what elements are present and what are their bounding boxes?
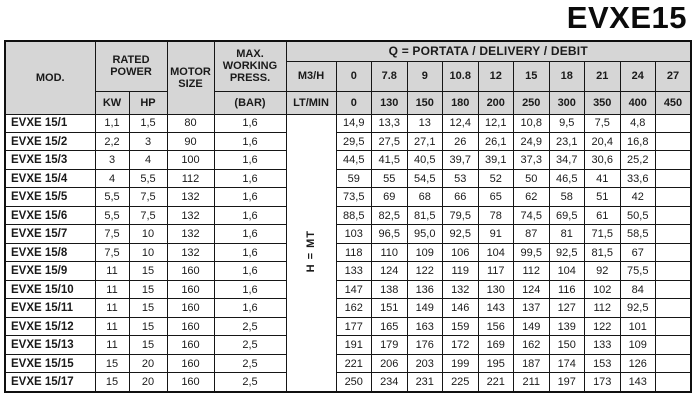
col-header-kw: KW <box>95 91 129 114</box>
cell-head-value: 234 <box>372 373 408 392</box>
cell-head-value: 169 <box>478 336 514 354</box>
cell-head-value: 124 <box>372 262 408 280</box>
cell-head-value: 146 <box>443 299 479 317</box>
cell-head-value: 187 <box>514 354 550 372</box>
cell-head-value: 81 <box>549 225 585 243</box>
cell-head-value: 41 <box>585 169 621 187</box>
cell-max-press: 1,6 <box>214 169 286 187</box>
cell-head-value: 81,5 <box>585 243 621 261</box>
cell-head-value: 163 <box>407 317 443 335</box>
cell-head-value: 116 <box>549 280 585 298</box>
cell-head-value: 139 <box>549 317 585 335</box>
m3h-value: 7.8 <box>372 61 408 91</box>
cell-motor-size: 132 <box>167 243 214 261</box>
cell-head-value: 122 <box>407 262 443 280</box>
cell-model: EVXE 15/13 <box>5 336 95 354</box>
cell-head-value: 52 <box>478 169 514 187</box>
table-row <box>5 225 691 243</box>
cell-head-value: 104 <box>549 262 585 280</box>
cell-head-value: 46,5 <box>549 169 585 187</box>
cell-head-value: 34,7 <box>549 151 585 169</box>
cell-head-value <box>656 206 692 224</box>
cell-kw: 5,5 <box>95 188 129 206</box>
cell-head-value: 112 <box>585 299 621 317</box>
cell-hp: 7,5 <box>129 188 167 206</box>
pump-spec-table <box>4 40 692 393</box>
cell-model: EVXE 15/3 <box>5 151 95 169</box>
cell-head-value <box>656 243 692 261</box>
cell-kw: 1,1 <box>95 114 129 132</box>
cell-model: EVXE 15/7 <box>5 225 95 243</box>
table-row <box>5 280 691 298</box>
cell-head-value: 147 <box>336 280 372 298</box>
cell-head-value: 225 <box>443 373 479 392</box>
cell-head-value: 69 <box>372 188 408 206</box>
cell-model: EVXE 15/11 <box>5 299 95 317</box>
cell-head-value: 58,5 <box>620 225 656 243</box>
col-header-hp: HP <box>129 91 167 114</box>
cell-head-value: 23,1 <box>549 132 585 150</box>
cell-motor-size: 132 <box>167 206 214 224</box>
cell-motor-size: 160 <box>167 336 214 354</box>
m3h-value: 10.8 <box>443 61 479 91</box>
m3h-value: 15 <box>514 61 550 91</box>
cell-kw: 11 <box>95 336 129 354</box>
cell-head-value: 92,5 <box>620 299 656 317</box>
cell-kw: 7,5 <box>95 243 129 261</box>
col-header-max-working-press: MAX. WORKING PRESS. <box>214 41 286 91</box>
cell-head-value: 150 <box>549 336 585 354</box>
table-row <box>5 206 691 224</box>
ltmin-value: 150 <box>407 91 443 114</box>
table-row <box>5 132 691 150</box>
table-row <box>5 354 691 372</box>
cell-head-value: 12,1 <box>478 114 514 132</box>
cell-head-value: 162 <box>514 336 550 354</box>
table-row <box>5 188 691 206</box>
cell-head-value: 44,5 <box>336 151 372 169</box>
cell-motor-size: 160 <box>167 354 214 372</box>
cell-head-value: 74,5 <box>514 206 550 224</box>
m3h-value: 24 <box>620 61 656 91</box>
cell-head-value <box>656 225 692 243</box>
cell-head-value: 136 <box>407 280 443 298</box>
cell-head-value <box>656 354 692 372</box>
cell-head-value: 231 <box>407 373 443 392</box>
table-row <box>5 336 691 354</box>
cell-max-press: 1,6 <box>214 206 286 224</box>
cell-head-value: 10,8 <box>514 114 550 132</box>
cell-head-value: 149 <box>407 299 443 317</box>
cell-head-value: 88,5 <box>336 206 372 224</box>
cell-head-value: 151 <box>372 299 408 317</box>
cell-max-press: 1,6 <box>214 280 286 298</box>
cell-head-value: 78 <box>478 206 514 224</box>
cell-max-press: 1,6 <box>214 114 286 132</box>
cell-head-value: 79,5 <box>443 206 479 224</box>
cell-head-value: 199 <box>443 354 479 372</box>
cell-head-value: 30,6 <box>585 151 621 169</box>
cell-head-value: 106 <box>443 243 479 261</box>
cell-head-value <box>656 188 692 206</box>
cell-head-value: 137 <box>514 299 550 317</box>
cell-motor-size: 132 <box>167 188 214 206</box>
table-row <box>5 373 691 392</box>
cell-head-value <box>656 151 692 169</box>
cell-head-value: 99,5 <box>514 243 550 261</box>
cell-head-value: 165 <box>372 317 408 335</box>
cell-model: EVXE 15/12 <box>5 317 95 335</box>
cell-head-value: 4,8 <box>620 114 656 132</box>
cell-hp: 1,5 <box>129 114 167 132</box>
cell-head-value: 58 <box>549 188 585 206</box>
cell-model: EVXE 15/1 <box>5 114 95 132</box>
cell-head-value: 119 <box>443 262 479 280</box>
cell-head-value: 101 <box>620 317 656 335</box>
cell-max-press: 1,6 <box>214 225 286 243</box>
cell-head-value: 124 <box>514 280 550 298</box>
page-title: EVXE15 <box>566 0 687 35</box>
cell-head-value: 92,5 <box>549 243 585 261</box>
m3h-value: 0 <box>336 61 372 91</box>
cell-model: EVXE 15/2 <box>5 132 95 150</box>
cell-head-value: 117 <box>478 262 514 280</box>
cell-head-value: 53 <box>443 169 479 187</box>
cell-head-value: 26 <box>443 132 479 150</box>
cell-head-value: 92,5 <box>443 225 479 243</box>
h-mt-cell <box>286 114 336 392</box>
cell-head-value: 110 <box>372 243 408 261</box>
cell-head-value: 96,5 <box>372 225 408 243</box>
cell-model: EVXE 15/15 <box>5 354 95 372</box>
cell-head-value: 75,5 <box>620 262 656 280</box>
cell-head-value: 92 <box>585 262 621 280</box>
cell-head-value: 59 <box>336 169 372 187</box>
header-row-1 <box>5 41 691 61</box>
cell-head-value <box>656 299 692 317</box>
cell-kw: 11 <box>95 317 129 335</box>
cell-head-value: 143 <box>478 299 514 317</box>
cell-head-value: 29,5 <box>336 132 372 150</box>
cell-motor-size: 160 <box>167 280 214 298</box>
cell-head-value <box>656 336 692 354</box>
cell-head-value: 9,5 <box>549 114 585 132</box>
table-row <box>5 151 691 169</box>
header-row-3 <box>5 91 691 114</box>
row-label-ltmin: LT/MIN <box>286 91 336 114</box>
cell-head-value: 197 <box>549 373 585 392</box>
cell-hp: 15 <box>129 299 167 317</box>
ltmin-value: 350 <box>585 91 621 114</box>
cell-head-value: 206 <box>372 354 408 372</box>
cell-hp: 20 <box>129 354 167 372</box>
table-row <box>5 114 691 132</box>
cell-head-value: 221 <box>336 354 372 372</box>
cell-head-value: 41,5 <box>372 151 408 169</box>
cell-head-value: 221 <box>478 373 514 392</box>
cell-head-value: 81,5 <box>407 206 443 224</box>
cell-head-value: 69,5 <box>549 206 585 224</box>
cell-max-press: 2,5 <box>214 336 286 354</box>
cell-motor-size: 160 <box>167 373 214 392</box>
m3h-value: 27 <box>656 61 692 91</box>
cell-model: EVXE 15/17 <box>5 373 95 392</box>
cell-head-value: 173 <box>585 373 621 392</box>
cell-head-value: 84 <box>620 280 656 298</box>
cell-head-value: 159 <box>443 317 479 335</box>
cell-max-press: 2,5 <box>214 317 286 335</box>
ltmin-value: 180 <box>443 91 479 114</box>
cell-head-value: 27,5 <box>372 132 408 150</box>
cell-head-value <box>656 317 692 335</box>
cell-motor-size: 100 <box>167 151 214 169</box>
cell-head-value: 61 <box>585 206 621 224</box>
cell-hp: 5,5 <box>129 169 167 187</box>
table-body <box>5 114 691 392</box>
cell-max-press: 1,6 <box>214 299 286 317</box>
cell-head-value: 127 <box>549 299 585 317</box>
cell-head-value: 66 <box>443 188 479 206</box>
cell-hp: 20 <box>129 373 167 392</box>
m3h-value: 12 <box>478 61 514 91</box>
cell-head-value: 55 <box>372 169 408 187</box>
cell-hp: 7,5 <box>129 206 167 224</box>
table-row <box>5 243 691 261</box>
cell-motor-size: 80 <box>167 114 214 132</box>
cell-head-value: 95,0 <box>407 225 443 243</box>
cell-max-press: 1,6 <box>214 151 286 169</box>
cell-head-value: 26,1 <box>478 132 514 150</box>
cell-motor-size: 160 <box>167 299 214 317</box>
cell-head-value: 112 <box>514 262 550 280</box>
cell-head-value: 71,5 <box>585 225 621 243</box>
cell-head-value: 25,2 <box>620 151 656 169</box>
cell-head-value: 109 <box>620 336 656 354</box>
cell-head-value: 16,8 <box>620 132 656 150</box>
cell-head-value <box>656 169 692 187</box>
cell-hp: 10 <box>129 225 167 243</box>
cell-head-value: 138 <box>372 280 408 298</box>
cell-head-value <box>656 280 692 298</box>
cell-hp: 3 <box>129 132 167 150</box>
cell-model: EVXE 15/4 <box>5 169 95 187</box>
cell-head-value: 54,5 <box>407 169 443 187</box>
cell-head-value: 27,1 <box>407 132 443 150</box>
cell-head-value: 126 <box>620 354 656 372</box>
cell-hp: 15 <box>129 317 167 335</box>
cell-head-value: 149 <box>514 317 550 335</box>
cell-head-value: 130 <box>478 280 514 298</box>
cell-head-value: 250 <box>336 373 372 392</box>
cell-hp: 4 <box>129 151 167 169</box>
cell-motor-size: 160 <box>167 317 214 335</box>
cell-head-value <box>656 114 692 132</box>
ltmin-value: 130 <box>372 91 408 114</box>
table-row <box>5 299 691 317</box>
cell-head-value: 42 <box>620 188 656 206</box>
cell-kw: 15 <box>95 354 129 372</box>
cell-head-value: 50,5 <box>620 206 656 224</box>
cell-head-value: 51 <box>585 188 621 206</box>
table-row <box>5 262 691 280</box>
cell-head-value: 195 <box>478 354 514 372</box>
cell-max-press: 2,5 <box>214 354 286 372</box>
cell-head-value: 33,6 <box>620 169 656 187</box>
cell-head-value: 20,4 <box>585 132 621 150</box>
cell-model: EVXE 15/10 <box>5 280 95 298</box>
cell-head-value: 68 <box>407 188 443 206</box>
cell-head-value: 172 <box>443 336 479 354</box>
ltmin-value: 300 <box>549 91 585 114</box>
cell-head-value: 73,5 <box>336 188 372 206</box>
cell-kw: 11 <box>95 262 129 280</box>
cell-head-value: 203 <box>407 354 443 372</box>
cell-max-press: 1,6 <box>214 243 286 261</box>
m3h-value: 9 <box>407 61 443 91</box>
table-row <box>5 169 691 187</box>
cell-head-value: 177 <box>336 317 372 335</box>
ltmin-value: 250 <box>514 91 550 114</box>
cell-head-value: 156 <box>478 317 514 335</box>
cell-head-value: 109 <box>407 243 443 261</box>
cell-head-value <box>656 373 692 392</box>
col-header-q-delivery: Q = PORTATA / DELIVERY / DEBIT <box>286 41 691 61</box>
cell-head-value: 62 <box>514 188 550 206</box>
cell-head-value: 12,4 <box>443 114 479 132</box>
cell-head-value: 67 <box>620 243 656 261</box>
col-header-bar: (BAR) <box>214 91 286 114</box>
cell-kw: 2,2 <box>95 132 129 150</box>
cell-head-value: 174 <box>549 354 585 372</box>
table-row <box>5 317 691 335</box>
cell-head-value: 103 <box>336 225 372 243</box>
cell-kw: 15 <box>95 373 129 392</box>
h-mt-label: H = MT <box>305 230 317 273</box>
col-header-motor-size: MOTOR SIZE <box>167 41 214 114</box>
col-header-rated-power: RATED POWER <box>95 41 167 91</box>
m3h-value: 21 <box>585 61 621 91</box>
cell-head-value: 102 <box>585 280 621 298</box>
cell-hp: 15 <box>129 280 167 298</box>
cell-head-value: 153 <box>585 354 621 372</box>
cell-head-value: 14,9 <box>336 114 372 132</box>
cell-head-value: 65 <box>478 188 514 206</box>
cell-head-value: 24,9 <box>514 132 550 150</box>
cell-max-press: 1,6 <box>214 262 286 280</box>
ltmin-value: 200 <box>478 91 514 114</box>
cell-kw: 5,5 <box>95 206 129 224</box>
cell-head-value: 39,1 <box>478 151 514 169</box>
cell-head-value <box>656 132 692 150</box>
cell-max-press: 1,6 <box>214 188 286 206</box>
ltmin-value: 450 <box>656 91 692 114</box>
cell-head-value: 39,7 <box>443 151 479 169</box>
cell-head-value: 133 <box>585 336 621 354</box>
cell-head-value: 133 <box>336 262 372 280</box>
cell-head-value: 13,3 <box>372 114 408 132</box>
cell-model: EVXE 15/8 <box>5 243 95 261</box>
ltmin-value: 0 <box>336 91 372 114</box>
cell-model: EVXE 15/5 <box>5 188 95 206</box>
cell-kw: 11 <box>95 299 129 317</box>
cell-head-value: 87 <box>514 225 550 243</box>
cell-model: EVXE 15/6 <box>5 206 95 224</box>
cell-head-value: 191 <box>336 336 372 354</box>
cell-max-press: 2,5 <box>214 373 286 392</box>
cell-motor-size: 160 <box>167 262 214 280</box>
row-label-m3h: M3/H <box>286 61 336 91</box>
cell-hp: 15 <box>129 262 167 280</box>
cell-max-press: 1,6 <box>214 132 286 150</box>
cell-hp: 15 <box>129 336 167 354</box>
cell-head-value: 50 <box>514 169 550 187</box>
cell-head-value: 122 <box>585 317 621 335</box>
cell-head-value <box>656 262 692 280</box>
col-header-mod: MOD. <box>5 41 95 114</box>
cell-head-value: 82,5 <box>372 206 408 224</box>
cell-motor-size: 90 <box>167 132 214 150</box>
cell-head-value: 162 <box>336 299 372 317</box>
cell-hp: 10 <box>129 243 167 261</box>
cell-motor-size: 132 <box>167 225 214 243</box>
cell-kw: 4 <box>95 169 129 187</box>
cell-head-value: 143 <box>620 373 656 392</box>
cell-head-value: 179 <box>372 336 408 354</box>
cell-head-value: 7,5 <box>585 114 621 132</box>
cell-head-value: 176 <box>407 336 443 354</box>
cell-motor-size: 112 <box>167 169 214 187</box>
cell-model: EVXE 15/9 <box>5 262 95 280</box>
ltmin-value: 400 <box>620 91 656 114</box>
cell-kw: 3 <box>95 151 129 169</box>
cell-head-value: 132 <box>443 280 479 298</box>
cell-head-value: 104 <box>478 243 514 261</box>
cell-head-value: 91 <box>478 225 514 243</box>
cell-head-value: 211 <box>514 373 550 392</box>
m3h-value: 18 <box>549 61 585 91</box>
cell-kw: 11 <box>95 280 129 298</box>
cell-head-value: 13 <box>407 114 443 132</box>
cell-kw: 7,5 <box>95 225 129 243</box>
cell-head-value: 40,5 <box>407 151 443 169</box>
cell-head-value: 118 <box>336 243 372 261</box>
cell-head-value: 37,3 <box>514 151 550 169</box>
